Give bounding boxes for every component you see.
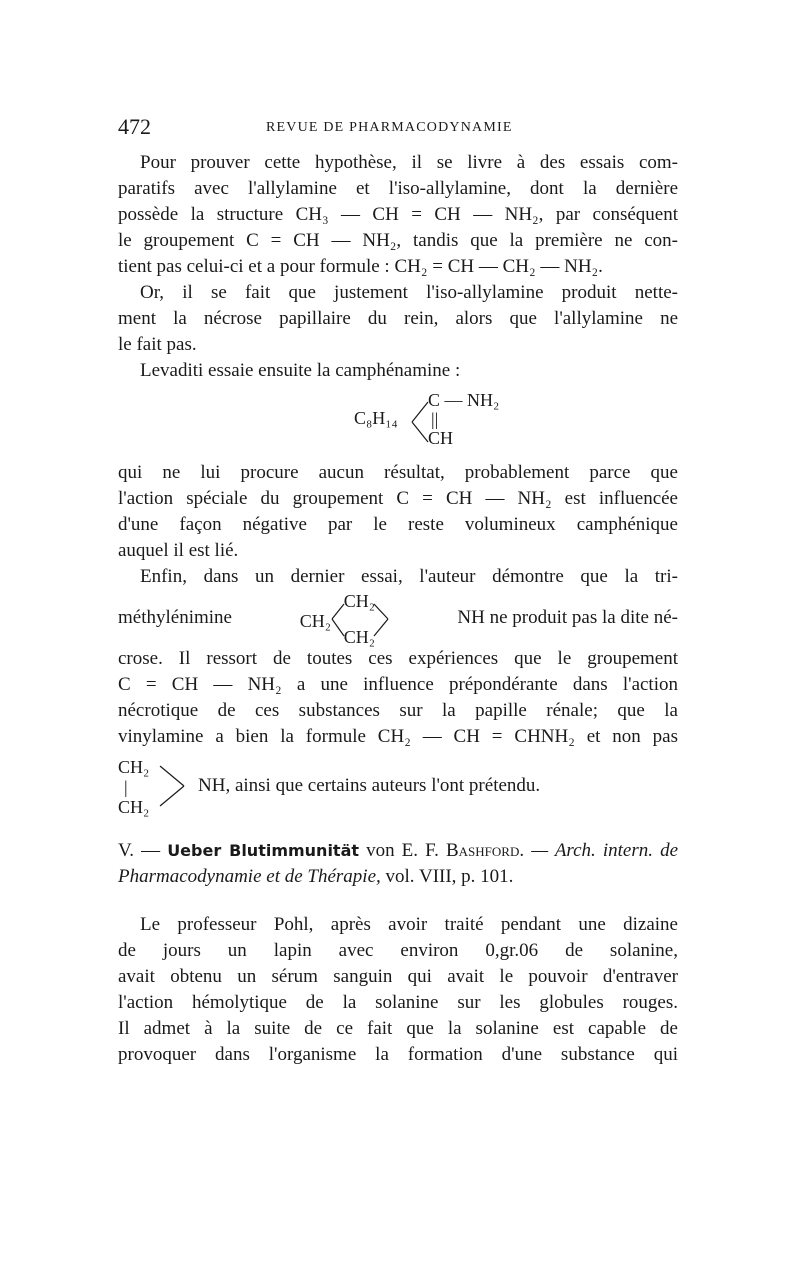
paragraph-iso-allylamine [118, 280, 678, 358]
paragraph-camphenamine-intro [118, 358, 678, 384]
formula-left-group: C₈H₁₄ [354, 408, 398, 428]
formula-left-group: CH₂ [299, 611, 331, 631]
text-fragment: NH ne produit pas la dite né- [457, 607, 678, 628]
text-line: Il admet à la suite de ce fait que la solanine est capable de [118, 1018, 678, 1039]
text-line: Pour prouver cette hypothèse, il se livre à des essais com- [140, 152, 678, 173]
ring-formula [118, 754, 198, 818]
paragraph-trimethylenimine [118, 564, 678, 818]
text-line: Levaditi essaie ensuite la camphénamine : [140, 360, 461, 381]
text-line-with-formula [118, 754, 678, 818]
text-line: C = CH — NH₂ a une influence prépondérante dans l'action [118, 674, 678, 695]
formula-bottom-group: CH [428, 428, 454, 448]
text-line: le groupement C = CH — NH₂, tandis que la première ne con- [118, 230, 678, 251]
text-line: auquel il est lié. [118, 540, 239, 561]
text-line: Enfin, dans un dernier essai, l'auteur démontre que la tri- [140, 566, 678, 587]
text-line: nécrotique de ces substances sur la papille rénale; que la [118, 700, 678, 721]
paragraph-hypothesis [118, 150, 678, 280]
review-number: V. — [118, 840, 161, 861]
review-author: Bashford. [446, 840, 525, 861]
formula-ring-lines [158, 762, 188, 810]
formula-top-group: C — NH₂ [428, 390, 500, 410]
text-line: le fait pas. [118, 334, 197, 355]
page-body [118, 150, 678, 1068]
formula-bottom-group: CH₂ [118, 797, 150, 817]
text-line: avait obtenu un sérum sanguin qui avait le pouvoir d'entraver [118, 966, 678, 987]
text-line: Or, il se fait que justement l'iso-allylamine produit nette- [140, 282, 678, 303]
review-reference: vol. VIII, p. 101. [385, 866, 514, 887]
text-line: ment la nécrose papillaire du rein, alors que l'allylamine ne [118, 308, 678, 329]
text-fragment: méthylénimine [118, 607, 232, 628]
formula-double-bond: || [431, 409, 439, 429]
text-line: paratifs avec l'allylamine et l'iso-allylamine, dont la dernière [118, 178, 678, 199]
text-line: d'une façon négative par le reste volumineux camphénique [118, 514, 678, 535]
paragraph-pohl [118, 912, 678, 1068]
formula-single-bond: | [124, 777, 128, 797]
text-line: l'action spéciale du groupement C = CH — NH₂ est influencée [118, 488, 678, 509]
text-line: provoquer dans l'organisme la formation d'une substance qui [118, 1044, 678, 1065]
text-line: l'action hémolytique de la solanine sur les globules rouges. [118, 992, 678, 1013]
running-title: REVUE DE PHARMACODYNAMIE [266, 120, 513, 135]
trimethylenimine-formula [299, 591, 390, 647]
review-title: Ueber Blutimmunität [167, 841, 360, 860]
formula-bond-lines [410, 394, 430, 450]
text-line: qui ne lui procure aucun résultat, probablement parce que [118, 462, 678, 483]
formula-top-group: CH₂ [343, 591, 375, 611]
paragraph-camphenamine-result [118, 460, 678, 564]
formula-bottom-group: CH₂ [343, 627, 375, 647]
review-journal: — Arch. intern. de Pharmacodynamie et de Thérapie, [118, 840, 679, 887]
text-line: crose. Il ressort de toutes ces expériences que le groupement [118, 648, 678, 669]
text-line: vinylamine a bien la formule CH₂ — CH = CHNH₂ et non pas [118, 726, 678, 747]
text-fragment: NH, ainsi que certains auteurs l'ont prétendu. [198, 775, 541, 796]
text-line: possède la structure CH₃ — CH = CH — NH₂, par conséquent [118, 204, 678, 225]
text-line-with-formula [118, 590, 678, 646]
page-number: 472 [118, 114, 151, 139]
page-header [118, 114, 678, 144]
review-entry [118, 838, 678, 890]
text-line: Le professeur Pohl, après avoir traité pendant une dizaine [140, 914, 678, 935]
camphenamine-formula [118, 390, 678, 452]
review-author-prefix: von E. F. [366, 840, 439, 861]
text-line: de jours un lapin avec environ 0,gr.06 de solanine, [118, 940, 678, 961]
formula-top-group: CH₂ [118, 757, 150, 777]
text-line: tient pas celui-ci et a pour formule : CH₂ = CH — CH₂ — NH₂. [118, 256, 603, 277]
